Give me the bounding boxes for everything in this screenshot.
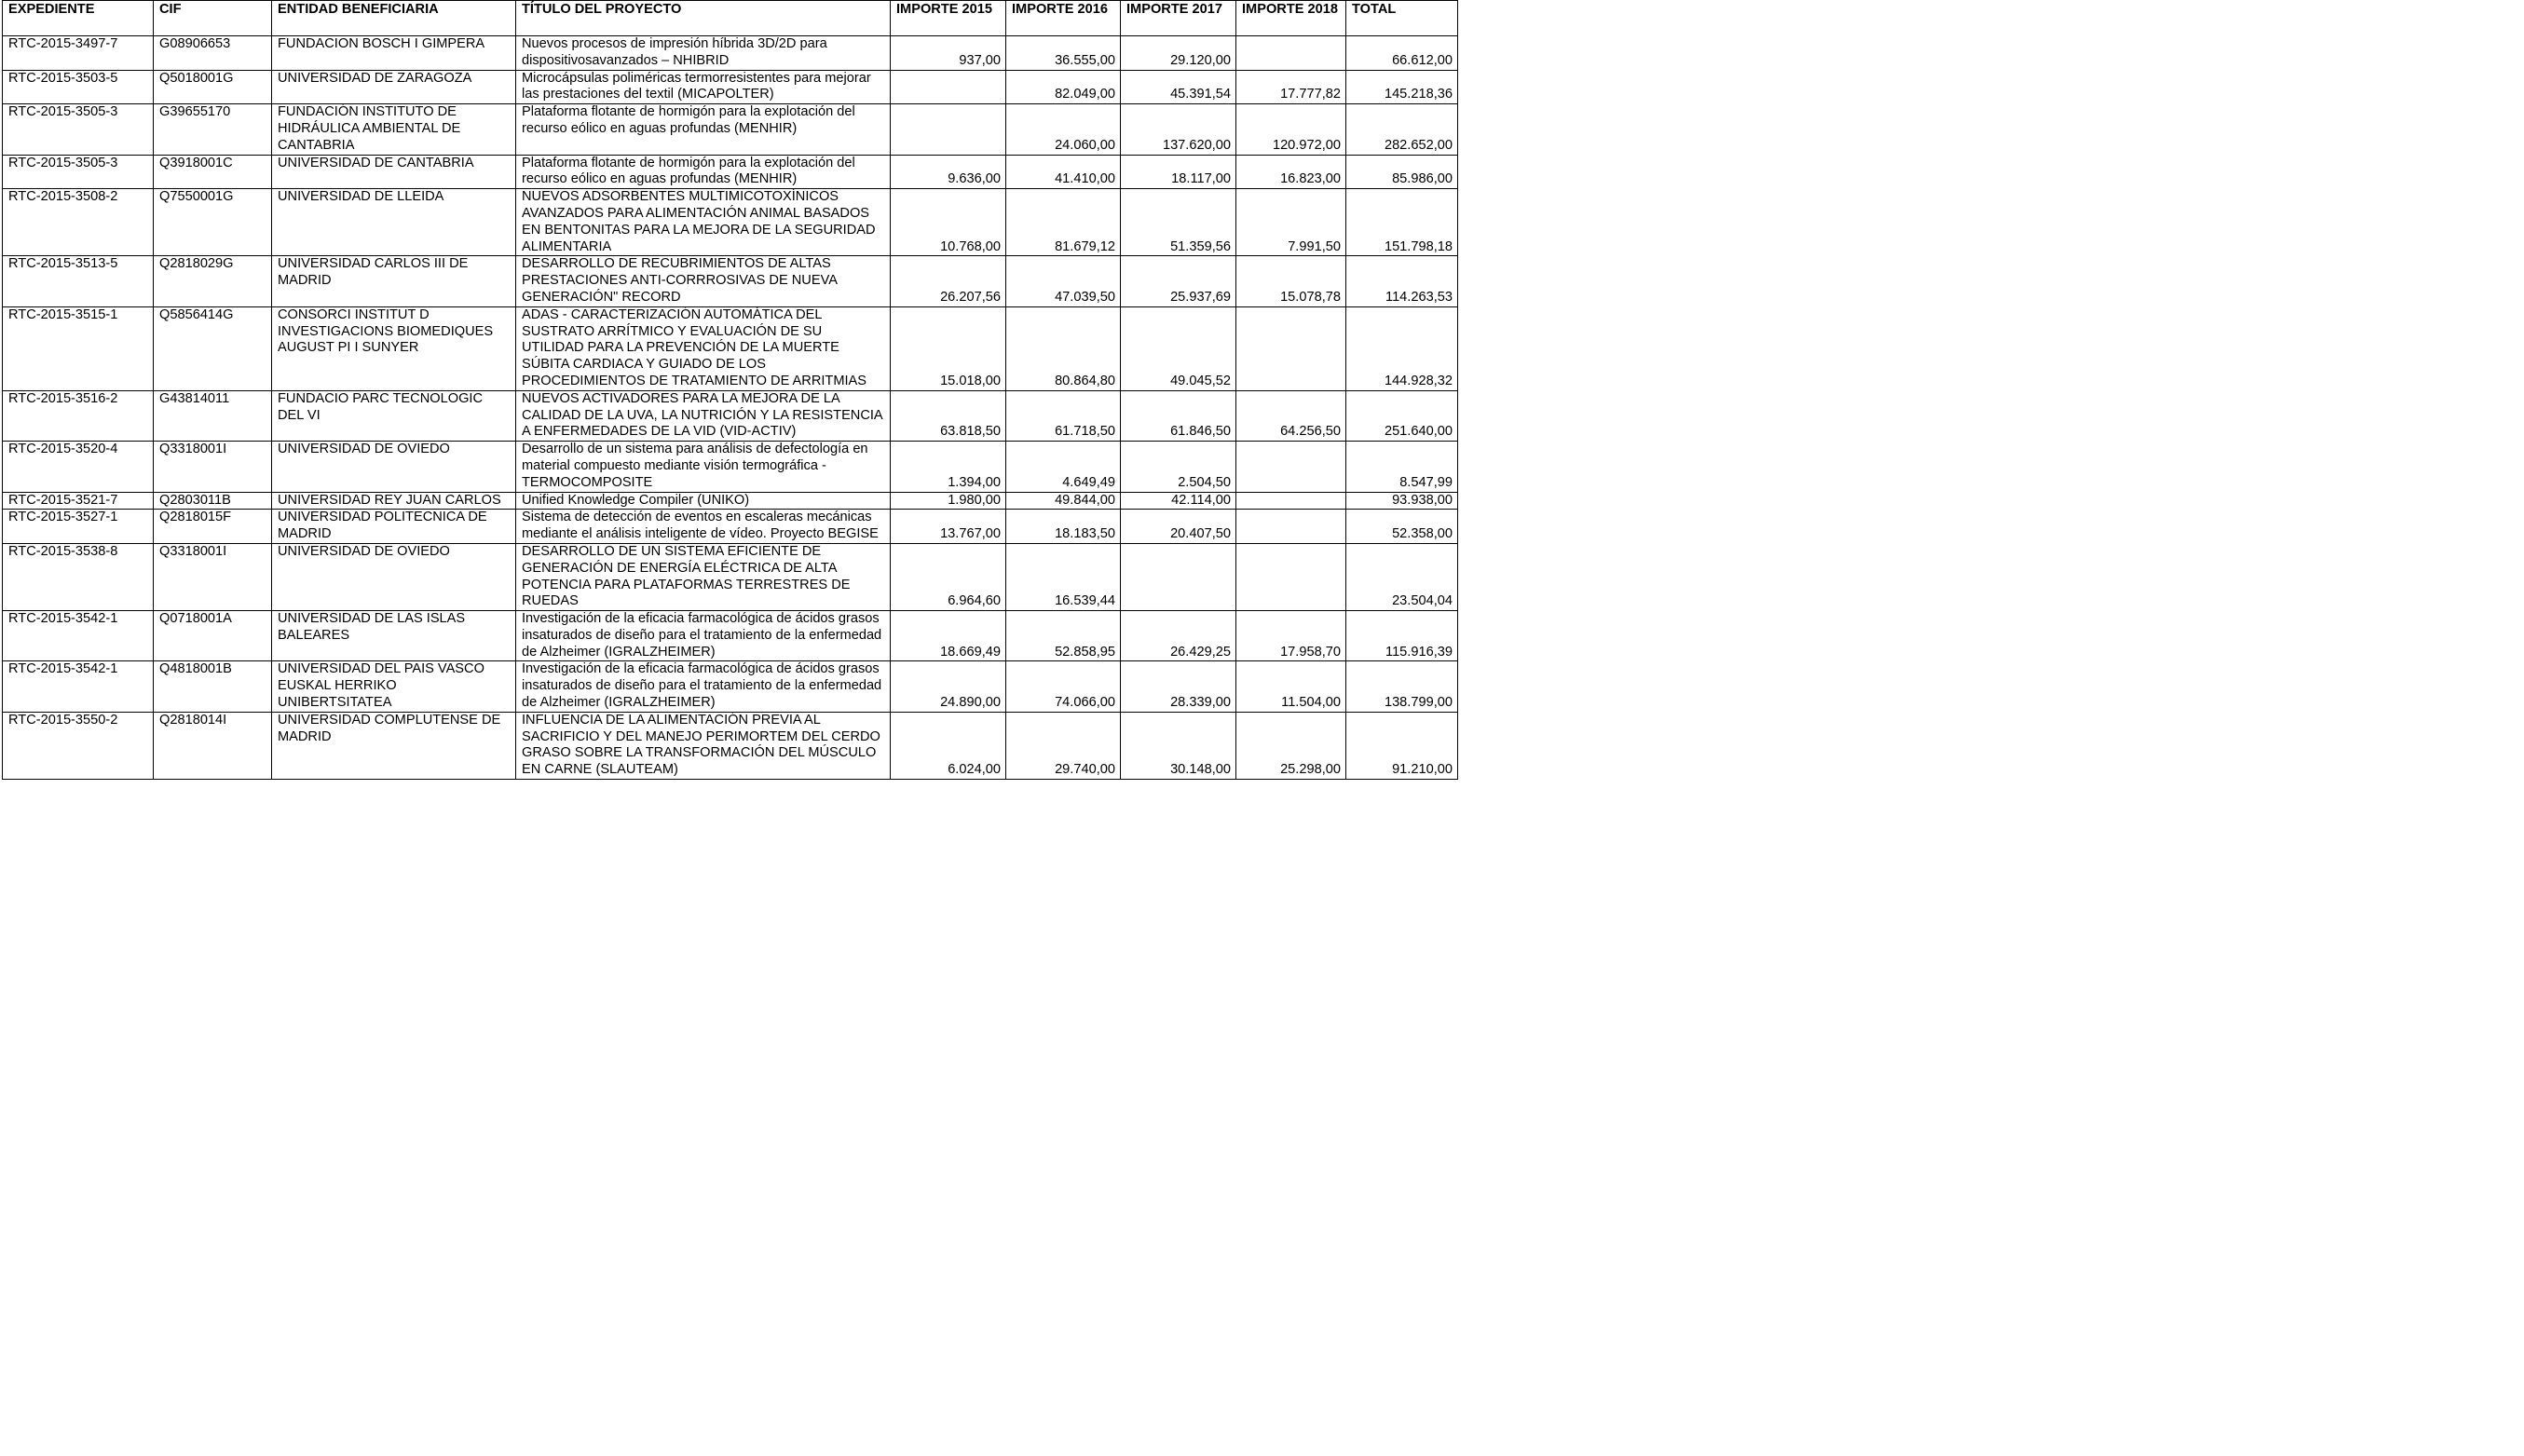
cell-cif: Q2818014I (154, 712, 272, 779)
cell-total: 145.218,36 (1346, 70, 1458, 104)
cell-importe-2015: 15.018,00 (891, 306, 1006, 390)
cell-entidad: UNIVERSIDAD COMPLUTENSE DE MADRID (272, 712, 516, 779)
cell-importe-2015: 24.890,00 (891, 661, 1006, 712)
cell-importe-2015: 63.818,50 (891, 390, 1006, 441)
cell-titulo: DESARROLLO DE UN SISTEMA EFICIENTE DE GENERACIÓN DE ENERGÍA ELÉCTRICA DE ALTA POTENCIA PARA PLATAFORMAS TERRESTRES DE RUEDAS (516, 543, 891, 610)
cell-importe-2016: 18.183,50 (1006, 510, 1121, 544)
table-body (3, 36, 1458, 780)
cell-importe-2018: 120.972,00 (1236, 104, 1346, 155)
header-expediente: EXPEDIENTE (3, 1, 154, 36)
cell-titulo: Investigación de la eficacia farmacológica de ácidos grasos insaturados de diseño para el tratamiento de la enfermedad de Alzheimer (IGRALZHEIMER) (516, 611, 891, 661)
cell-entidad: UNIVERSIDAD REY JUAN CARLOS (272, 492, 516, 510)
table-row (3, 492, 1458, 510)
cell-total: 151.798,18 (1346, 189, 1458, 256)
cell-titulo: Desarrollo de un sistema para análisis de defectología en material compuesto mediante visión termográfica - TERMOCOMPOSITE (516, 442, 891, 492)
cell-total: 52.358,00 (1346, 510, 1458, 544)
cell-importe-2017: 30.148,00 (1121, 712, 1236, 779)
cell-importe-2018 (1236, 36, 1346, 71)
cell-importe-2017: 61.846,50 (1121, 390, 1236, 441)
cell-importe-2018: 16.823,00 (1236, 155, 1346, 189)
cell-importe-2016: 82.049,00 (1006, 70, 1121, 104)
cell-cif: G43814011 (154, 390, 272, 441)
table-row (3, 70, 1458, 104)
cell-expediente: RTC-2015-3497-7 (3, 36, 154, 71)
cell-importe-2016: 36.555,00 (1006, 36, 1121, 71)
table-row (3, 390, 1458, 441)
cell-importe-2017: 2.504,50 (1121, 442, 1236, 492)
cell-importe-2015: 26.207,56 (891, 256, 1006, 306)
cell-expediente: RTC-2015-3508-2 (3, 189, 154, 256)
header-total: TOTAL (1346, 1, 1458, 36)
cell-total: 23.504,04 (1346, 543, 1458, 610)
cell-expediente: RTC-2015-3516-2 (3, 390, 154, 441)
cell-importe-2017: 51.359,56 (1121, 189, 1236, 256)
cell-importe-2016: 61.718,50 (1006, 390, 1121, 441)
grants-table (2, 0, 1458, 780)
cell-expediente: RTC-2015-3527-1 (3, 510, 154, 544)
cell-total: 93.938,00 (1346, 492, 1458, 510)
cell-importe-2018 (1236, 492, 1346, 510)
cell-entidad: UNIVERSIDAD DE OVIEDO (272, 442, 516, 492)
cell-importe-2016: 16.539,44 (1006, 543, 1121, 610)
cell-total: 251.640,00 (1346, 390, 1458, 441)
cell-total: 138.799,00 (1346, 661, 1458, 712)
cell-titulo: Investigación de la eficacia farmacológica de ácidos grasos insaturados de diseño para el tratamiento de la enfermedad de Alzheimer (IGRALZHEIMER) (516, 661, 891, 712)
cell-entidad: UNIVERSIDAD DE LAS ISLAS BALEARES (272, 611, 516, 661)
cell-entidad: UNIVERSIDAD DE CANTABRIA (272, 155, 516, 189)
cell-importe-2018 (1236, 543, 1346, 610)
cell-importe-2017: 137.620,00 (1121, 104, 1236, 155)
cell-entidad: UNIVERSIDAD DE ZARAGOZA (272, 70, 516, 104)
cell-cif: Q3918001C (154, 155, 272, 189)
cell-importe-2015 (891, 70, 1006, 104)
cell-expediente: RTC-2015-3538-8 (3, 543, 154, 610)
table-row (3, 611, 1458, 661)
cell-cif: Q2818015F (154, 510, 272, 544)
cell-titulo: NUEVOS ACTIVADORES PARA LA MEJORA DE LA CALIDAD DE LA UVA, LA NUTRICIÓN Y LA RESISTENCIA A ENFERMEDADES DE LA VID (VID-ACTIV) (516, 390, 891, 441)
cell-cif: Q5856414G (154, 306, 272, 390)
cell-cif: Q4818001B (154, 661, 272, 712)
cell-entidad: UNIVERSIDAD POLITECNICA DE MADRID (272, 510, 516, 544)
cell-entidad: UNIVERSIDAD DE LLEIDA (272, 189, 516, 256)
cell-importe-2018: 17.958,70 (1236, 611, 1346, 661)
cell-titulo: ADAS - CARACTERIZACIÓN AUTOMÁTICA DEL SUSTRATO ARRÍTMICO Y EVALUACIÓN DE SU UTILIDAD PARA LA PREVENCIÓN DE LA MUERTE SÚBITA CARDIACA Y GUIADO DE LOS PROCEDIMIENTOS DE TRATAMIENTO DE ARRITMIAS (516, 306, 891, 390)
cell-importe-2017: 42.114,00 (1121, 492, 1236, 510)
header-importe-2018: IMPORTE 2018 (1236, 1, 1346, 36)
table-row (3, 189, 1458, 256)
cell-importe-2016: 41.410,00 (1006, 155, 1121, 189)
cell-importe-2015: 6.964,60 (891, 543, 1006, 610)
cell-importe-2015 (891, 104, 1006, 155)
cell-importe-2017 (1121, 543, 1236, 610)
cell-titulo: INFLUENCIA DE LA ALIMENTACIÓN PREVIA AL SACRIFICIO Y DEL MANEJO PERIMORTEM DEL CERDO GRASO SOBRE LA TRANSFORMACIÓN DEL MÚSCULO EN CARNE (SLAUTEAM) (516, 712, 891, 779)
header-importe-2017: IMPORTE 2017 (1121, 1, 1236, 36)
cell-total: 8.547,99 (1346, 442, 1458, 492)
cell-total: 115.916,39 (1346, 611, 1458, 661)
cell-importe-2015: 6.024,00 (891, 712, 1006, 779)
cell-importe-2016: 80.864,80 (1006, 306, 1121, 390)
table-row (3, 442, 1458, 492)
cell-importe-2018: 64.256,50 (1236, 390, 1346, 441)
cell-importe-2018: 7.991,50 (1236, 189, 1346, 256)
cell-importe-2016: 47.039,50 (1006, 256, 1121, 306)
table-row (3, 256, 1458, 306)
cell-expediente: RTC-2015-3515-1 (3, 306, 154, 390)
cell-expediente: RTC-2015-3503-5 (3, 70, 154, 104)
table-row (3, 155, 1458, 189)
cell-importe-2016: 4.649,49 (1006, 442, 1121, 492)
cell-titulo: Plataforma flotante de hormigón para la explotación del recurso eólico en aguas profundas (MENHIR) (516, 104, 891, 155)
cell-total: 85.986,00 (1346, 155, 1458, 189)
cell-entidad: CONSORCI INSTITUT D INVESTIGACIONS BIOMEDIQUES AUGUST PI I SUNYER (272, 306, 516, 390)
cell-importe-2016: 29.740,00 (1006, 712, 1121, 779)
table-row (3, 543, 1458, 610)
cell-importe-2015: 1.980,00 (891, 492, 1006, 510)
cell-entidad: FUNDACIÓN INSTITUTO DE HIDRÁULICA AMBIENTAL DE CANTABRIA (272, 104, 516, 155)
cell-expediente: RTC-2015-3521-7 (3, 492, 154, 510)
cell-importe-2015: 18.669,49 (891, 611, 1006, 661)
cell-cif: Q2803011B (154, 492, 272, 510)
cell-cif: G39655170 (154, 104, 272, 155)
cell-importe-2018: 15.078,78 (1236, 256, 1346, 306)
cell-expediente: RTC-2015-3520-4 (3, 442, 154, 492)
table-row (3, 36, 1458, 71)
cell-total: 91.210,00 (1346, 712, 1458, 779)
cell-expediente: RTC-2015-3542-1 (3, 611, 154, 661)
cell-total: 66.612,00 (1346, 36, 1458, 71)
header-importe-2016: IMPORTE 2016 (1006, 1, 1121, 36)
header-titulo: TÍTULO DEL PROYECTO (516, 1, 891, 36)
table-row (3, 104, 1458, 155)
cell-cif: Q7550001G (154, 189, 272, 256)
cell-titulo: DESARROLLO DE RECUBRIMIENTOS DE ALTAS PRESTACIONES ANTI-CORRROSIVAS DE NUEVA GENERACIÓN" RECORD (516, 256, 891, 306)
cell-titulo: NUEVOS ADSORBENTES MULTIMICOTOXÍNICOS AVANZADOS PARA ALIMENTACIÓN ANIMAL BASADOS EN BENTONITAS PARA LA MEJORA DE LA SEGURIDAD ALIMENTARIA (516, 189, 891, 256)
cell-importe-2016: 81.679,12 (1006, 189, 1121, 256)
cell-cif: G08906653 (154, 36, 272, 71)
cell-importe-2015: 937,00 (891, 36, 1006, 71)
cell-importe-2015: 9.636,00 (891, 155, 1006, 189)
cell-total: 282.652,00 (1346, 104, 1458, 155)
header-row (3, 1, 1458, 36)
cell-cif: Q0718001A (154, 611, 272, 661)
cell-importe-2018 (1236, 442, 1346, 492)
cell-cif: Q3318001I (154, 543, 272, 610)
cell-importe-2017: 28.339,00 (1121, 661, 1236, 712)
cell-entidad: UNIVERSIDAD DE OVIEDO (272, 543, 516, 610)
cell-importe-2017: 49.045,52 (1121, 306, 1236, 390)
cell-titulo: Sistema de detección de eventos en escaleras mecánicas mediante el análisis inteligente de vídeo. Proyecto BEGISE (516, 510, 891, 544)
cell-entidad: UNIVERSIDAD CARLOS III DE MADRID (272, 256, 516, 306)
table-row (3, 306, 1458, 390)
table-row (3, 510, 1458, 544)
cell-importe-2017: 25.937,69 (1121, 256, 1236, 306)
cell-importe-2017: 18.117,00 (1121, 155, 1236, 189)
cell-importe-2018: 17.777,82 (1236, 70, 1346, 104)
cell-importe-2015: 10.768,00 (891, 189, 1006, 256)
cell-total: 144.928,32 (1346, 306, 1458, 390)
cell-expediente: RTC-2015-3505-3 (3, 104, 154, 155)
cell-importe-2016: 49.844,00 (1006, 492, 1121, 510)
cell-importe-2016: 24.060,00 (1006, 104, 1121, 155)
table-row (3, 712, 1458, 779)
table-row (3, 661, 1458, 712)
header-importe-2015: IMPORTE 2015 (891, 1, 1006, 36)
cell-expediente: RTC-2015-3542-1 (3, 661, 154, 712)
cell-titulo: Microcápsulas poliméricas termorresistentes para mejorar las prestaciones del textil (MICAPOLTER) (516, 70, 891, 104)
cell-cif: Q5018001G (154, 70, 272, 104)
cell-titulo: Nuevos procesos de impresión híbrida 3D/2D para dispositivosavanzados – NHIBRID (516, 36, 891, 71)
cell-importe-2016: 74.066,00 (1006, 661, 1121, 712)
cell-total: 114.263,53 (1346, 256, 1458, 306)
cell-importe-2016: 52.858,95 (1006, 611, 1121, 661)
cell-importe-2018: 25.298,00 (1236, 712, 1346, 779)
cell-importe-2018 (1236, 510, 1346, 544)
cell-importe-2015: 13.767,00 (891, 510, 1006, 544)
cell-titulo: Unified Knowledge Compiler (UNIKO) (516, 492, 891, 510)
cell-expediente: RTC-2015-3513-5 (3, 256, 154, 306)
cell-importe-2015: 1.394,00 (891, 442, 1006, 492)
cell-importe-2017: 26.429,25 (1121, 611, 1236, 661)
cell-expediente: RTC-2015-3550-2 (3, 712, 154, 779)
cell-importe-2017: 20.407,50 (1121, 510, 1236, 544)
cell-entidad: FUNDACIO PARC TECNOLOGIC DEL VI (272, 390, 516, 441)
header-cif: CIF (154, 1, 272, 36)
cell-entidad: UNIVERSIDAD DEL PAIS VASCO EUSKAL HERRIKO UNIBERTSITATEA (272, 661, 516, 712)
header-entidad: ENTIDAD BENEFICIARIA (272, 1, 516, 36)
cell-titulo: Plataforma flotante de hormigón para la explotación del recurso eólico en aguas profundas (MENHIR) (516, 155, 891, 189)
cell-cif: Q2818029G (154, 256, 272, 306)
cell-entidad: FUNDACION BOSCH I GIMPERA (272, 36, 516, 71)
cell-importe-2017: 45.391,54 (1121, 70, 1236, 104)
cell-importe-2018: 11.504,00 (1236, 661, 1346, 712)
cell-importe-2018 (1236, 306, 1346, 390)
cell-expediente: RTC-2015-3505-3 (3, 155, 154, 189)
cell-importe-2017: 29.120,00 (1121, 36, 1236, 71)
cell-cif: Q3318001I (154, 442, 272, 492)
